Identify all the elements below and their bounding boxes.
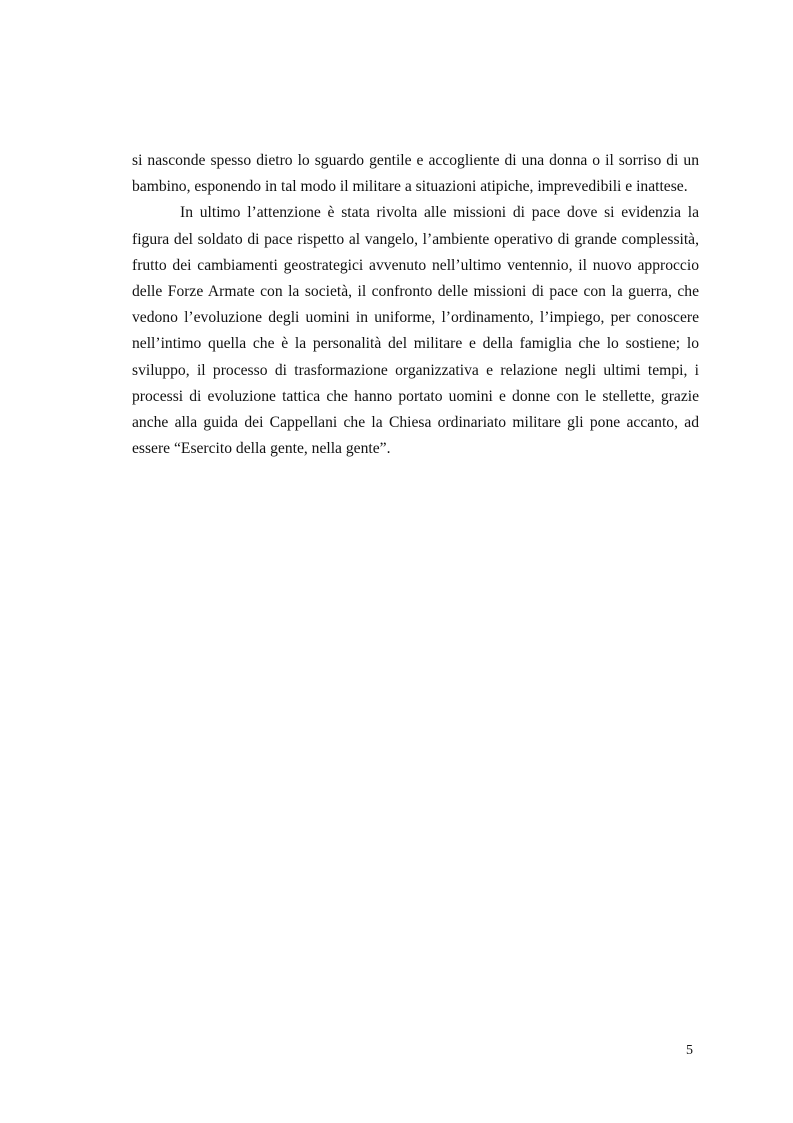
page-number: 5	[686, 1043, 693, 1058]
paragraph-missions: In ultimo l’attenzione è stata rivolta alle missioni di pace dove si evidenzia la figura del soldato di pace rispetto al vangelo, l’ambiente operativo di grande complessità, frutto dei cambiamenti geostrategici avvenuto nell’ultimo ventennio, il nuovo approccio delle Forze Armate con la società, il confronto delle missioni di pace con la guerra, che vedono l’evoluzione degli uomini in uniforme, l’ordinamento, l’impiego, per conoscere nell’intimo quella che è la personalità del militare e della famiglia che lo sostiene; lo sviluppo, il processo di trasformazione organizzativa e relazione negli ultimi tempi, i processi di evoluzione tattica che hanno portato uomini e donne con le stellette, grazie anche alla guida dei Cappellani che la Chiesa ordinariato militare gli pone accanto, ad essere “Esercito della gente, nella gente”.	[132, 204, 699, 458]
paragraph-continuation: si nasconde spesso dietro lo sguardo gentile e accogliente di una donna o il sorriso di un bambino, esponendo in tal modo il militare a situazioni atipiche, imprevedibili e inattese.	[132, 152, 699, 196]
body-text	[132, 148, 699, 462]
